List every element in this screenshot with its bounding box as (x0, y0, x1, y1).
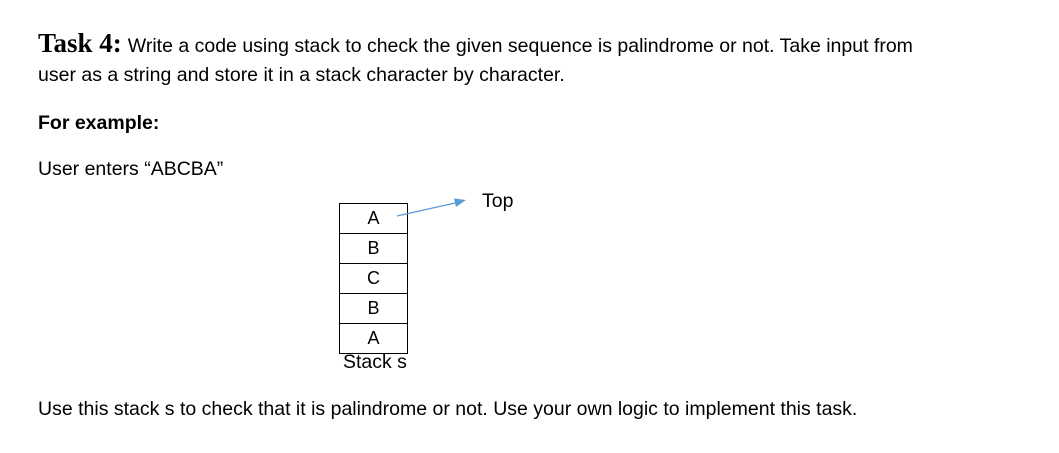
stack-diagram (339, 203, 408, 354)
stack-row (340, 294, 408, 324)
stack-cell: A (340, 204, 408, 234)
stack-cell: B (340, 294, 408, 324)
stack-caption: Stack s (343, 351, 407, 373)
stack-row (340, 324, 408, 354)
task-heading (38, 28, 913, 59)
stack-row (340, 264, 408, 294)
closing-instruction: Use this stack s to check that it is palindrome or not. Use your own logic to implement this task. (38, 398, 858, 420)
user-input-example: User enters “ABCBA” (38, 158, 224, 180)
stack-cell: C (340, 264, 408, 294)
top-pointer-arrow-icon (395, 196, 470, 220)
task-description-line1: Write a code using stack to check the given sequence is palindrome or not. Take input from (127, 35, 913, 57)
task-description-line2: user as a string and store it in a stack character by character. (38, 64, 565, 86)
top-label: Top (482, 190, 514, 212)
stack-cell: B (340, 234, 408, 264)
task-label: Task 4: (38, 28, 122, 58)
example-heading: For example: (38, 112, 160, 134)
stack-cell: A (340, 324, 408, 354)
stack-row (340, 234, 408, 264)
